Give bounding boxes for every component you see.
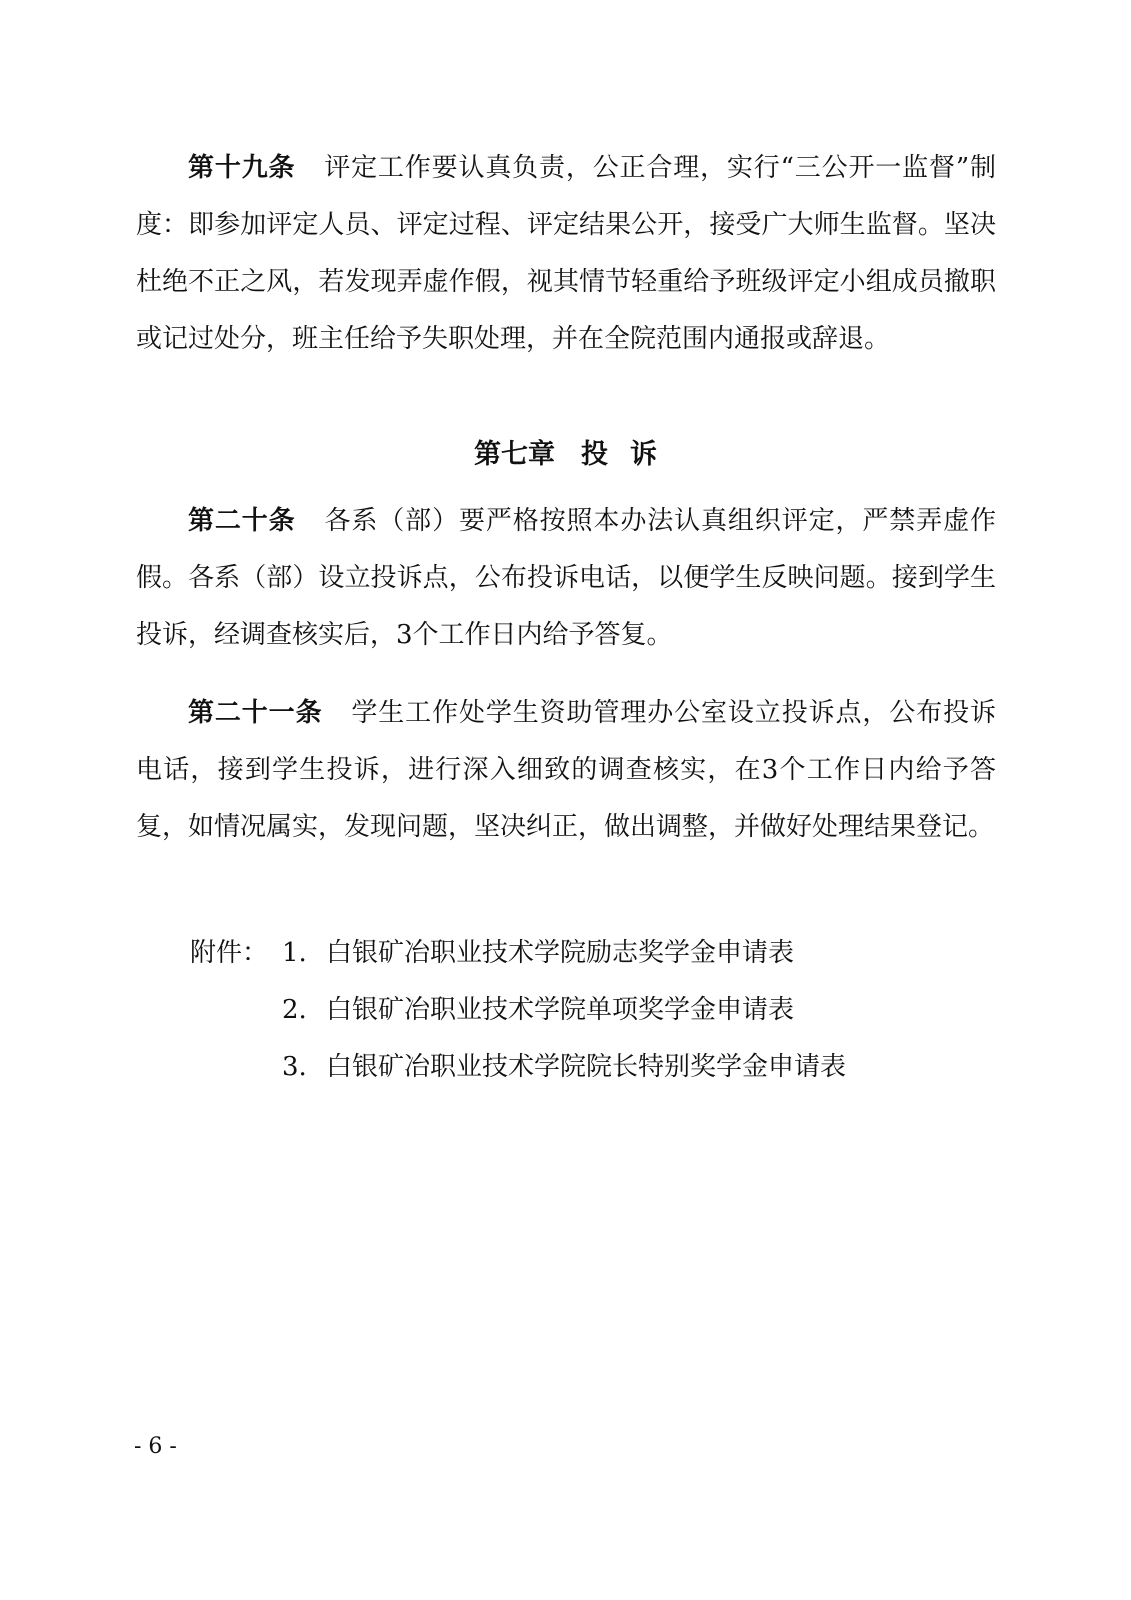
attachment-number: 1.	[282, 938, 307, 968]
article-text: 学生工作处学生资助管理办公室设立投诉点，公布投诉电话，接到学生投诉，进行深入细致的调查核实，在3个工作日内给予答复，如情况属实，发现问题，坚决纠正，做出调整，并做好处理结果登记。	[136, 698, 996, 842]
article-text: 评定工作要认真负责，公正合理，实行“三公开一监督”制度：即参加评定人员、评定过程、评定结果公开，接受广大师生监督。坚决杜绝不正之风，若发现弄虚作假，视其情节轻重给予班级评定小组成员撤职或记过处分，班主任给予失职处理，并在全院范围内通报或辞退。	[136, 153, 996, 354]
attachment-title: 白银矿冶职业技术学院院长特别奖学金申请表	[326, 1052, 847, 1082]
attachments-list	[190, 925, 846, 1096]
attachment-number: 3.	[282, 1052, 307, 1082]
article-heading: 第二十一条	[188, 698, 323, 728]
chapter-title-char-2: 诉	[630, 439, 657, 470]
article-19	[136, 140, 996, 368]
article-21	[136, 685, 996, 856]
article-text: 各系（部）要严格按照本办法认真组织评定，严禁弄虚作假。各系（部）设立投诉点，公布投诉电话，以便学生反映问题。接到学生投诉，经调查核实后，3个工作日内给予答复。	[136, 506, 996, 650]
attachment-item-2	[190, 982, 846, 1039]
attachment-item-1	[190, 925, 846, 982]
attachment-title: 白银矿冶职业技术学院单项奖学金申请表	[326, 995, 795, 1025]
chapter-heading	[0, 430, 1131, 480]
attachment-item-3	[190, 1039, 846, 1096]
article-heading: 第十九条	[188, 153, 296, 183]
chapter-title-char-1: 投	[581, 439, 608, 470]
attachment-number: 2.	[282, 995, 307, 1025]
chapter-number: 第七章	[474, 439, 555, 470]
attachments-label: 附件：	[190, 938, 269, 968]
attachment-title: 白银矿冶职业技术学院励志奖学金申请表	[326, 938, 795, 968]
article-20	[136, 493, 996, 664]
page-number: - 6 -	[134, 1434, 177, 1459]
article-heading: 第二十条	[188, 506, 296, 536]
